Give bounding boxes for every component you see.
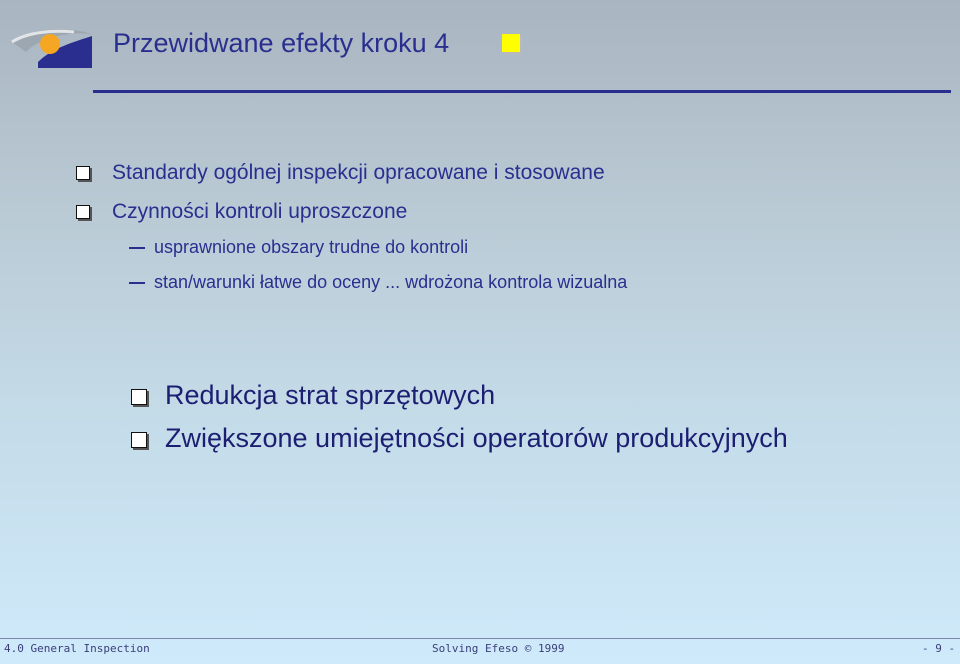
large-bullet-item	[131, 380, 495, 411]
bullet-item	[76, 161, 605, 185]
square-checkbox-bullet-icon	[76, 166, 90, 180]
yellow-square-icon	[502, 34, 520, 52]
bullet-item	[76, 200, 407, 224]
swoosh-logo-icon	[8, 22, 96, 70]
large-bullet-text: Zwiększone umiejętności operatorów produkcyjnych	[165, 423, 788, 453]
title-underline	[93, 90, 951, 93]
sub-bullet-item	[129, 237, 468, 258]
dash-icon	[129, 247, 145, 249]
footer-page-number: - 9 -	[922, 642, 956, 655]
sub-bullet-text: usprawnione obszary trudne do kontroli	[154, 237, 469, 257]
large-bullet-text: Redukcja strat sprzętowych	[165, 380, 496, 410]
footer-section-label: 4.0 General Inspection	[4, 642, 150, 655]
footer-copyright: Solving Efeso © 1999	[432, 642, 565, 655]
sub-bullet-text: stan/warunki łatwe do oceny ... wdrożona kontrola wizualna	[154, 272, 628, 292]
bullet-text: Czynności kontroli uproszczone	[112, 200, 408, 223]
dash-icon	[129, 282, 145, 284]
slide-title: Przewidwane efekty kroku 4	[113, 28, 450, 58]
square-checkbox-bullet-icon	[131, 389, 147, 405]
square-checkbox-bullet-icon	[131, 432, 147, 448]
large-bullet-item	[131, 423, 788, 454]
sub-bullet-item	[129, 272, 627, 293]
bullet-text: Standardy ogólnej inspekcji opracowane i stosowane	[112, 161, 605, 184]
footer-divider	[0, 638, 960, 639]
square-checkbox-bullet-icon	[76, 205, 90, 219]
